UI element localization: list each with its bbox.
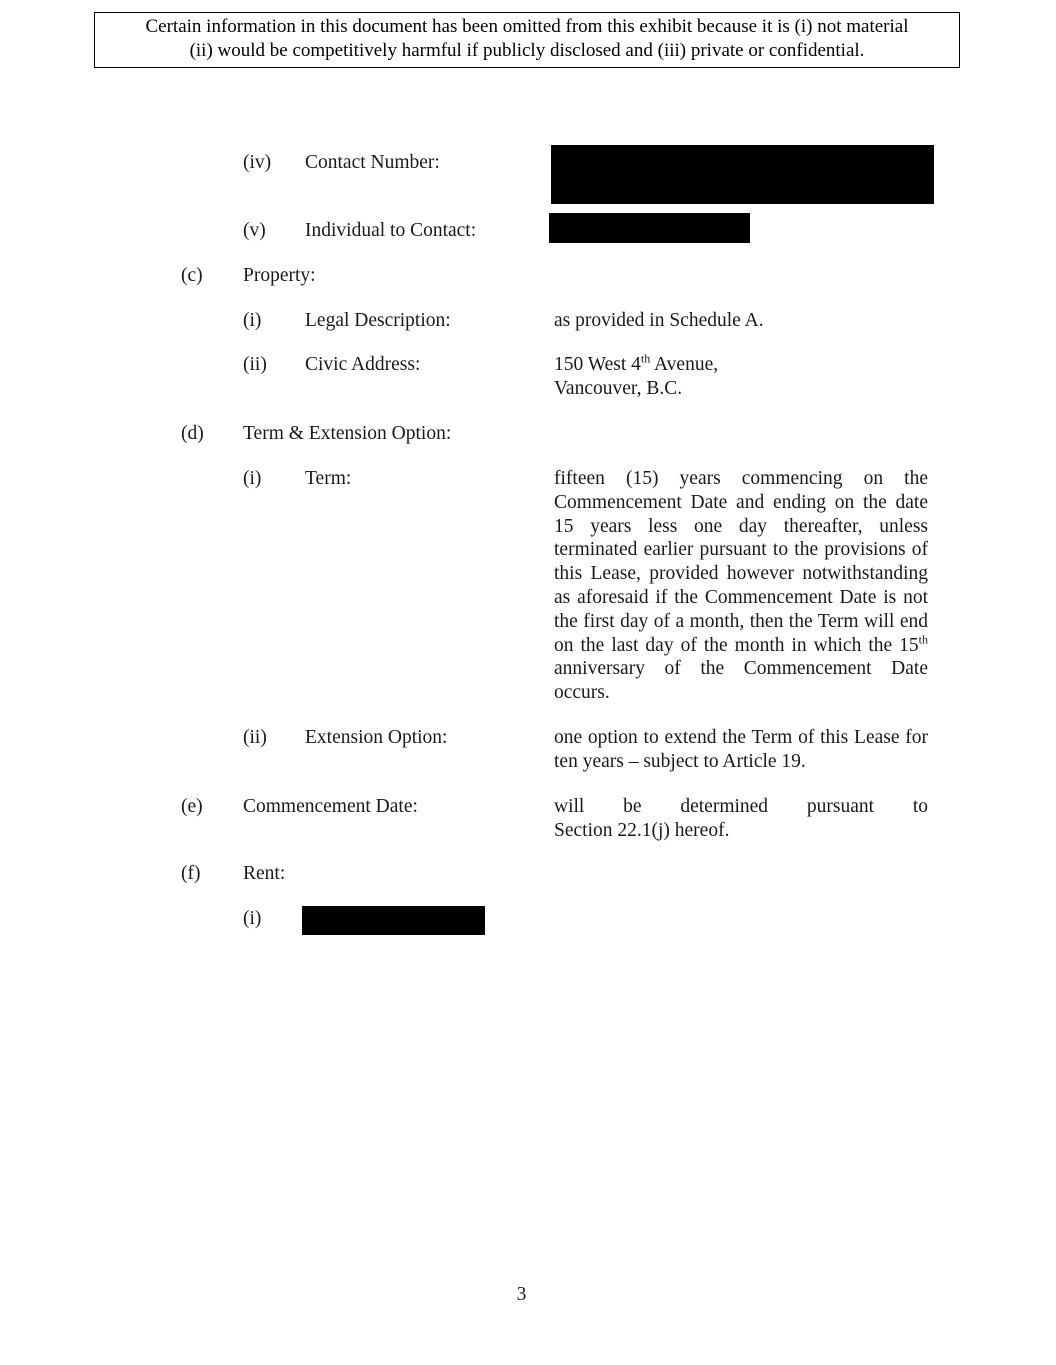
extension-option-label: Extension Option: — [305, 727, 448, 748]
commencement-date-label: Commencement Date: — [243, 796, 418, 817]
redaction-notice-box — [94, 12, 960, 68]
commencement-word: to — [912, 796, 928, 817]
item-c-ii-number: (ii) — [243, 354, 267, 375]
term-value — [554, 467, 928, 705]
term-extension-heading: Term & Extension Option: — [243, 423, 452, 444]
page-number: 3 — [516, 1284, 527, 1305]
legal-description-label: Legal Description: — [305, 310, 451, 331]
legal-description-value: as provided in Schedule A. — [554, 310, 764, 331]
property-heading: Property: — [243, 265, 316, 286]
civic-address-street-suffix: Avenue, — [650, 354, 719, 375]
redacted-individual-to-contact — [549, 213, 750, 243]
item-d-number: (d) — [181, 423, 204, 444]
redaction-notice-line-2: (ii) would be competitively harmful if publicly disclosed and (iii) private or confidential. — [189, 40, 865, 61]
commencement-word: be — [623, 796, 642, 817]
item-f-i-number: (i) — [243, 908, 262, 929]
redacted-contact-number — [551, 145, 934, 204]
redaction-notice-line-1: Certain information in this document has been omitted from this exhibit because it is (i) not material — [145, 16, 909, 37]
commencement-date-line-1 — [554, 795, 928, 819]
term-label: Term: — [305, 468, 352, 489]
item-e-number: (e) — [181, 796, 203, 817]
civic-address-line-2: Vancouver, B.C. — [554, 378, 683, 399]
civic-address-ordinal: th — [640, 351, 651, 366]
rent-heading: Rent: — [243, 863, 286, 884]
commencement-word: pursuant — [806, 796, 875, 817]
contact-number-label: Contact Number: — [305, 152, 440, 173]
item-d-i-number: (i) — [243, 468, 262, 489]
civic-address-line-1 — [554, 353, 718, 377]
item-d-ii-number: (ii) — [243, 727, 267, 748]
item-c-number: (c) — [181, 265, 203, 286]
commencement-date-line-2: Section 22.1(j) hereof. — [554, 819, 730, 841]
term-value-text-end: anniversary of the Commencement Date occurs. — [554, 658, 928, 704]
item-v-number: (v) — [243, 220, 266, 241]
extension-option-value: one option to extend the Term of this Lease for ten years – subject to Article 19. — [554, 727, 928, 772]
civic-address-street: 150 West 4 — [554, 354, 641, 375]
term-value-ordinal: th — [918, 632, 928, 647]
item-f-number: (f) — [181, 863, 201, 884]
item-iv-number: (iv) — [243, 152, 272, 173]
item-c-i-number: (i) — [243, 310, 262, 331]
civic-address-label: Civic Address: — [305, 354, 421, 375]
commencement-word: determined — [680, 796, 769, 817]
individual-to-contact-label: Individual to Contact: — [305, 220, 477, 241]
term-value-text: fifteen (15) years commencing on the Commencement Date and ending on the date 15 years less one day thereafter, unless terminated earlier pursuant to the provisions of this Lease, provided however notwithstanding as aforesaid if the Commencement Date is not the first day of a month, then the Term will end on the last day of the month in which the 15 — [554, 468, 928, 656]
redacted-rent-item — [302, 906, 485, 935]
commencement-date-value — [554, 795, 928, 843]
commencement-word: will — [554, 796, 585, 817]
